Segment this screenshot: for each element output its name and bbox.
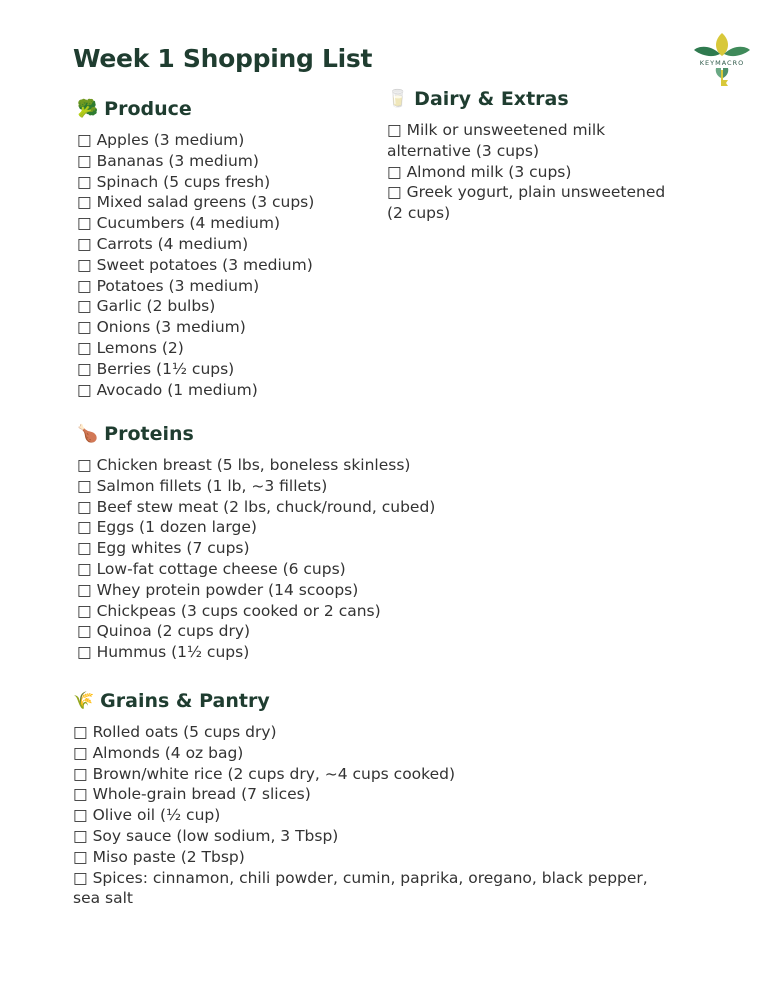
checklist-item[interactable]: □ Salmon fillets (1 lb, ~3 fillets) [77, 476, 328, 495]
checklist-item[interactable]: □ Hummus (1½ cups) [77, 643, 250, 662]
wheat-icon: 🌾 [73, 691, 95, 711]
proteins-section [77, 421, 677, 663]
page-title: Week 1 Shopping List [73, 44, 373, 73]
checklist-item[interactable]: □ Milk or unsweetened milk alternative (3 cups) [387, 121, 606, 160]
checklist-item[interactable]: □ Whey protein powder (14 scoops) [77, 580, 359, 599]
checklist-item[interactable]: □ Rolled oats (5 cups dry) [73, 723, 277, 741]
keymacro-logo [690, 30, 754, 90]
checklist-item[interactable]: □ Egg whites (7 cups) [77, 539, 250, 558]
checklist-item[interactable]: □ Olive oil (½ cup) [73, 806, 221, 825]
checklist-item[interactable]: □ Sweet potatoes (3 medium) [77, 255, 313, 274]
checklist-item[interactable]: □ Low-fat cottage cheese (6 cups) [77, 559, 346, 578]
dairy-section [387, 86, 667, 224]
checklist-item[interactable]: □ Spinach (5 cups fresh) [77, 172, 271, 191]
checklist-item[interactable]: □ Eggs (1 dozen large) [77, 518, 257, 537]
grains-section [73, 688, 673, 909]
svg-text:KEYMACRO: KEYMACRO [699, 59, 745, 67]
checklist-item[interactable]: □ Chicken breast (5 lbs, boneless skinless) [77, 456, 411, 474]
milk-glass-icon: 🥛 [387, 89, 409, 109]
checklist-item[interactable]: □ Bananas (3 medium) [77, 151, 259, 170]
checklist-item[interactable]: □ Cucumbers (4 medium) [77, 214, 280, 233]
chicken-leg-icon: 🍗 [77, 424, 99, 444]
checklist-item[interactable]: □ Garlic (2 bulbs) [77, 297, 216, 316]
checklist-item[interactable]: □ Onions (3 medium) [77, 318, 246, 337]
checklist-item[interactable]: □ Lemons (2) [77, 338, 184, 357]
checklist-item[interactable]: □ Berries (1½ cups) [77, 359, 235, 378]
section-title: Proteins [104, 423, 194, 445]
checklist-item[interactable]: □ Greek yogurt, plain unsweetened (2 cups) [387, 183, 666, 223]
checklist-item[interactable]: □ Carrots (4 medium) [77, 234, 249, 253]
checklist-item[interactable]: □ Brown/white rice (2 cups dry, ~4 cups cooked) [73, 764, 456, 783]
checklist-item[interactable]: □ Spices: cinnamon, chili powder, cumin, paprika, oregano, black pepper, sea salt [73, 868, 648, 908]
checklist-item[interactable]: □ Soy sauce (low sodium, 3 Tbsp) [73, 826, 339, 845]
checklist-item[interactable]: □ Quinoa (2 cups dry) [77, 622, 251, 641]
checklist-item[interactable]: □ Avocado (1 medium) [77, 380, 258, 399]
checklist-item[interactable]: □ Almond milk (3 cups) [387, 162, 572, 181]
checklist-item[interactable]: □ Apples (3 medium) [77, 131, 245, 149]
checklist-item[interactable]: □ Potatoes (3 medium) [77, 276, 260, 295]
checklist-item[interactable]: □ Chickpeas (3 cups cooked or 2 cans) [77, 601, 381, 620]
checklist-item[interactable]: □ Miso paste (2 Tbsp) [73, 847, 245, 866]
broccoli-icon: 🥦 [77, 99, 99, 119]
section-title: Dairy & Extras [414, 88, 569, 110]
section-title: Grains & Pantry [100, 690, 270, 712]
checklist-item[interactable]: □ Almonds (4 oz bag) [73, 743, 244, 762]
checklist-item[interactable]: □ Beef stew meat (2 lbs, chuck/round, cubed) [77, 497, 436, 516]
section-title: Produce [104, 98, 192, 120]
checklist-item[interactable]: □ Whole-grain bread (7 slices) [73, 785, 311, 804]
produce-section [77, 96, 367, 400]
checklist-item[interactable]: □ Mixed salad greens (3 cups) [77, 193, 315, 212]
